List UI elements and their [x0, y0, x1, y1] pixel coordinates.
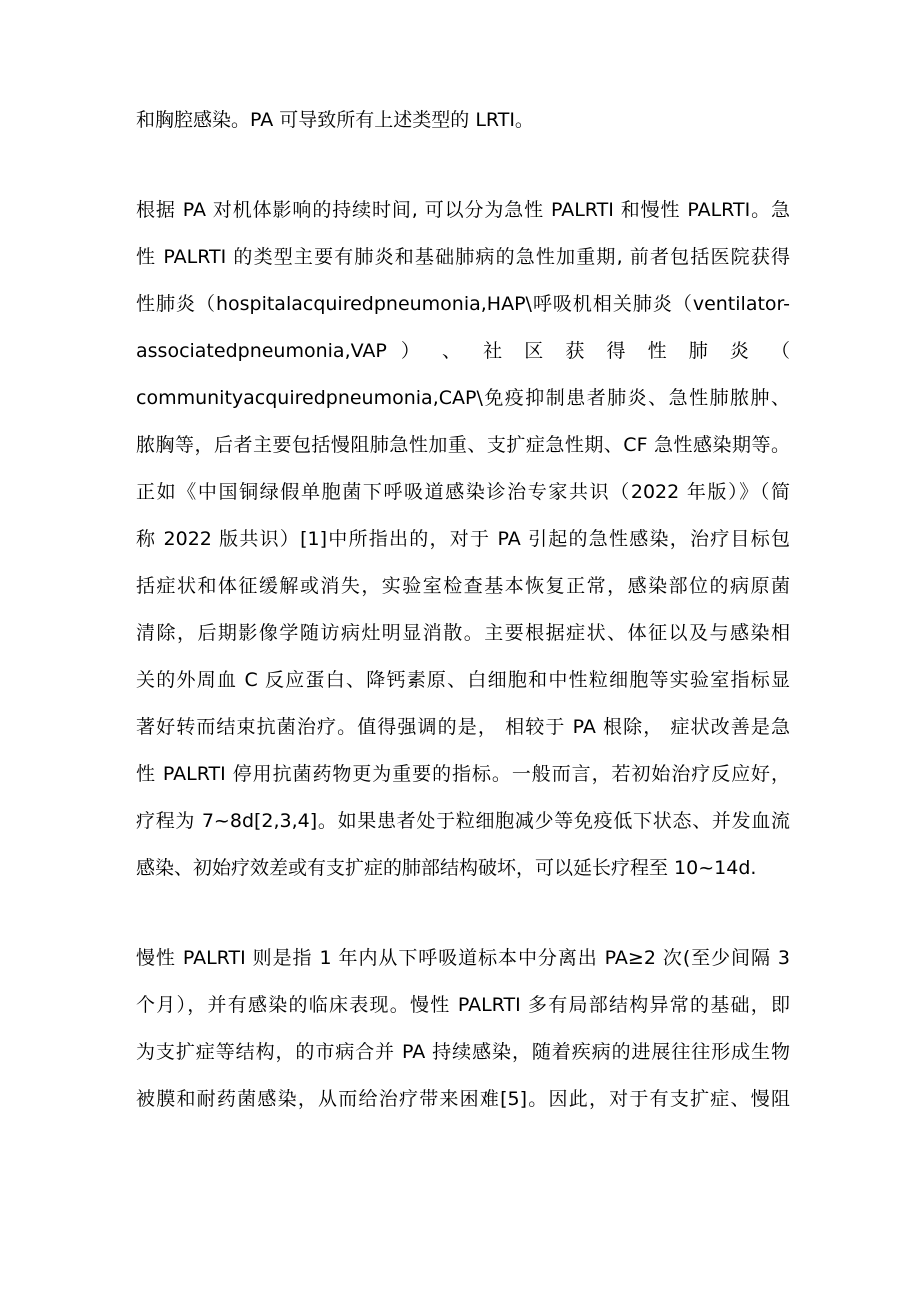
text-line: 性 PALRTI 停用抗菌药物更为重要的指标。一般而言，若初始治疗反应好， — [136, 763, 790, 785]
text-line: communityacquiredpneumonia,CAP\免疫抑制患者肺炎、急性肺脓肿、 — [136, 387, 790, 409]
text-line: 慢性 PALRTI 则是指 1 年内从下呼吸道标本中分离出 PA≥2 次(至少间隔 3 — [136, 947, 790, 969]
text-line: 根据 PA 对机体影响的持续时间, 可以分为急性 PALRTI 和慢性 PALRTI。急 — [136, 199, 790, 221]
text-line: 感染、初始疗效差或有支扩症的肺部结构破坏，可以延长疗程至 10~14d. — [136, 857, 757, 879]
text-line: 性肺炎（hospitalacquiredpneumonia,HAP\呼吸机相关肺炎（ventilator- — [136, 293, 790, 315]
text-line: 称 2022 版共识）[1]中所指出的，对于 PA 引起的急性感染，治疗目标包 — [136, 528, 790, 550]
text-line: 关的外周血 C 反应蛋白、降钙素原、白细胞和中性粒细胞等实验室指标显 — [136, 669, 790, 691]
text-line: 脓胸等，后者主要包括慢阻肺急性加重、支扩症急性期、CF 急性感染期等。 — [136, 434, 790, 456]
text-line: 为支扩症等结构，的市病合并 PA 持续感染，随着疾病的进展往往形成生物 — [136, 1041, 790, 1063]
text-line: 清除，后期影像学随访病灶明显消散。主要根据症状、体征以及与感染相 — [136, 622, 790, 644]
text-line: 性 PALRTI 的类型主要有肺炎和基础肺病的急性加重期, 前者包括医院获得 — [136, 246, 790, 268]
text-line: 和胸腔感染。PA 可导致所有上述类型的 LRTI。 — [136, 109, 534, 131]
text-line: associatedpneumonia,VAP ） 、 社 区 获 得 性 肺 炎 （ — [136, 340, 790, 362]
text-line: 个月），并有感染的临床表现。慢性 PALRTI 多有局部结构异常的基础，即 — [136, 994, 790, 1016]
text-line: 疗程为 7~8d[2,3,4]。如果患者处于粒细胞减少等免疫低下状态、并发血流 — [136, 810, 790, 832]
text-line: 被膜和耐药菌感染，从而给治疗带来困难[5]。因此，对于有支扩症、慢阻 — [136, 1088, 790, 1110]
text-line: 著好转而结束抗菌治疗。值得强调的是， 相较于 PA 根除， 症状改善是急 — [136, 716, 790, 738]
text-line: 括症状和体征缓解或消失，实验室检查基本恢复正常，感染部位的病原菌 — [136, 575, 790, 597]
text-line: 正如《中国铜绿假单胞菌下呼吸道感染诊治专家共识（2022 年版）》（简 — [136, 481, 790, 503]
